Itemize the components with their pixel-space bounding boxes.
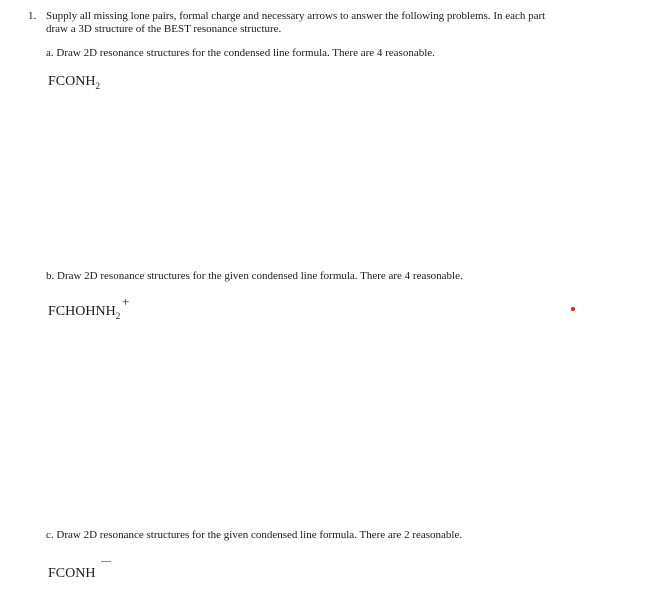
part-a-formula (48, 74, 100, 90)
part-b-formula-main: FCHOHNH (48, 304, 116, 319)
part-c-formula-charge: — (101, 556, 111, 567)
part-b-formula-charge: + (122, 294, 130, 309)
question-intro-line-2: draw a 3D structure of the BEST resonance structure. (46, 23, 282, 35)
part-c-formula (48, 566, 95, 582)
question-intro-line-1: Supply all missing lone pairs, formal charge and necessary arrows to answer the following problems. In each part (46, 10, 546, 22)
part-b-instruction: b. Draw 2D resonance structures for the given condensed line formula. There are 4 reasonable. (46, 270, 463, 282)
part-b-formula-subscript: 2 (115, 311, 121, 321)
part-b-formula (48, 304, 120, 320)
part-a-formula-subscript: 2 (95, 81, 100, 91)
question-number: 1. (28, 10, 37, 22)
part-c-formula-main: FCONH (48, 566, 96, 581)
part-a-instruction: a. Draw 2D resonance structures for the condensed line formula. There are 4 reasonable. (46, 47, 435, 59)
red-marker-dot (571, 307, 575, 311)
part-c-instruction: c. Draw 2D resonance structures for the given condensed line formula. There are 2 reasonable. (46, 529, 463, 541)
part-a-formula-main: FCONH (48, 74, 96, 89)
